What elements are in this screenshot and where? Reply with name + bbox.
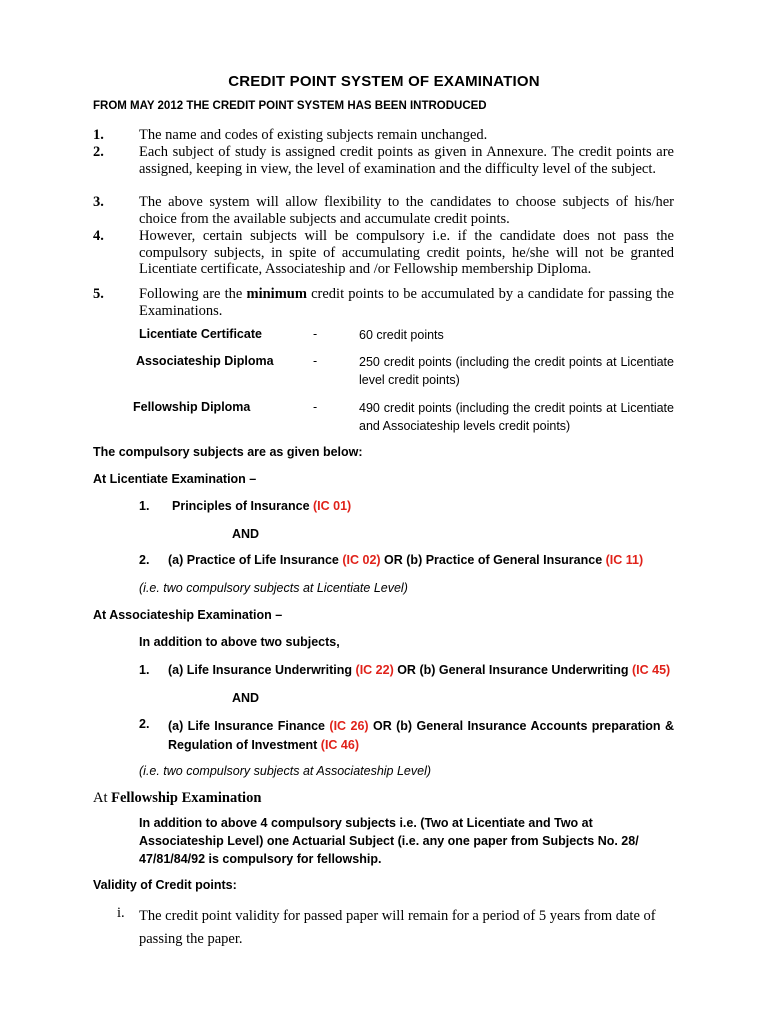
validity-item-text: The credit point validity for passed paper will remain for a period of 5 years from date of passing the paper. bbox=[139, 908, 656, 947]
credit-row-label: Licentiate Certificate bbox=[139, 327, 262, 341]
associateship-item-1-number: 1. bbox=[139, 663, 150, 677]
associateship-note: (i.e. two compulsory subjects at Associateship Level) bbox=[139, 764, 432, 778]
point-5-text: Following are the minimum credit points to be accumulated by a candidate for passing the Examinations. bbox=[139, 286, 674, 319]
fellowship-text: In addition to above 4 compulsory subjects i.e. (Two at Licentiate and Two at Associateship Level) one Actuarial Subject (i.e. any one paper from Subjects No. 28/ 47/81/84/92 is compulsory for fellowship. bbox=[139, 816, 639, 866]
credit-row-dash: - bbox=[313, 354, 318, 368]
point-1-text: The name and codes of existing subjects remain unchanged. bbox=[139, 127, 488, 143]
point-1-number: 1. bbox=[93, 127, 104, 143]
licentiate-item-2: (a) Practice of Life Insurance (IC 02) OR (b) Practice of General Insurance (IC 11) bbox=[168, 553, 644, 567]
compulsory-heading: The compulsory subjects are as given below: bbox=[93, 445, 363, 459]
credit-row-dash: - bbox=[313, 400, 318, 414]
associateship-heading: At Associateship Examination – bbox=[93, 608, 283, 622]
associateship-item-1: (a) Life Insurance Underwriting (IC 22) OR (b) General Insurance Underwriting (IC 45) bbox=[168, 663, 671, 677]
licentiate-note: (i.e. two compulsory subjects at Licentiate Level) bbox=[139, 581, 408, 595]
associateship-item-2: (a) Life Insurance Finance (IC 26) OR (b) General Insurance Accounts preparation & Regulation of Investment (IC 46) bbox=[168, 719, 674, 752]
credit-row-label: Associateship Diploma bbox=[136, 354, 274, 368]
credit-row-label: Fellowship Diploma bbox=[133, 400, 251, 414]
credit-row-value: 60 credit points bbox=[359, 328, 444, 342]
point-4-text: However, certain subjects will be compulsory i.e. if the candidate does not pass the compulsory subjects, in spite of accumulating credit points, he/she will not be granted Licentiate certificate, Associateship and /or Fellowship membership Diploma. bbox=[139, 228, 674, 277]
page-title: CREDIT POINT SYSTEM OF EXAMINATION bbox=[228, 73, 540, 90]
associateship-and: AND bbox=[232, 691, 260, 705]
point-3-number: 3. bbox=[93, 194, 104, 210]
associateship-lead: In addition to above two subjects, bbox=[139, 635, 340, 649]
fellowship-heading: At Fellowship Examination bbox=[93, 790, 262, 806]
credit-row-value: 490 credit points (including the credit points at Licentiate and Associateship levels credit points) bbox=[359, 401, 674, 433]
validity-item-number: i. bbox=[117, 905, 125, 921]
validity-heading: Validity of Credit points: bbox=[93, 878, 237, 892]
point-2-number: 2. bbox=[93, 144, 104, 160]
intro-heading: FROM MAY 2012 THE CREDIT POINT SYSTEM HAS BEEN INTRODUCED bbox=[93, 100, 487, 112]
licentiate-item-1: Principles of Insurance (IC 01) bbox=[172, 499, 352, 513]
associateship-item-2-number: 2. bbox=[139, 717, 150, 731]
licentiate-and: AND bbox=[232, 527, 260, 541]
point-5-number: 5. bbox=[93, 286, 104, 302]
licentiate-item-2-number: 2. bbox=[139, 553, 150, 567]
licentiate-heading: At Licentiate Examination – bbox=[93, 472, 257, 486]
credit-row-value: 250 credit points (including the credit points at Licentiate level credit points) bbox=[359, 355, 674, 387]
point-3-text: The above system will allow flexibility to the candidates to choose subjects of his/her choice from the available subjects and accumulate credit points. bbox=[139, 194, 674, 227]
point-2-text: Each subject of study is assigned credit points as given in Annexure. The credit points are assigned, keeping in view, the level of examination and the difficulty level of the subject. bbox=[139, 144, 674, 177]
credit-row-dash: - bbox=[313, 327, 318, 341]
licentiate-item-1-number: 1. bbox=[139, 499, 150, 513]
point-4-number: 4. bbox=[93, 228, 104, 244]
